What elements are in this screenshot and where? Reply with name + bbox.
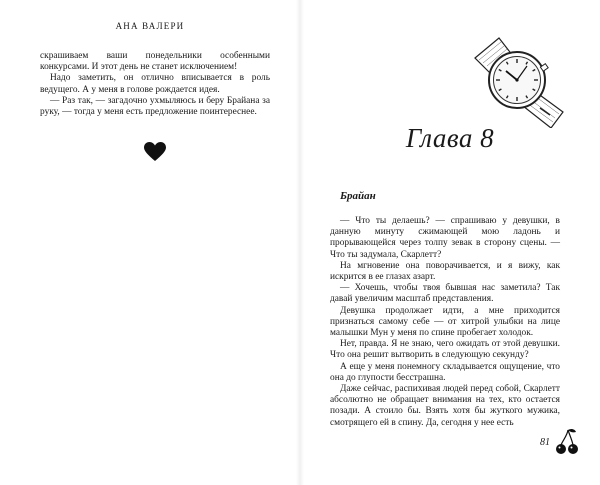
- running-head: АНА ВАЛЕРИ: [115, 21, 185, 31]
- pov-character-name: Брайан: [340, 190, 376, 202]
- heart-icon: [144, 142, 166, 162]
- paragraph: На мгновение она поворачивается, и я вижу, как искрится в ее глазах азарт.: [330, 260, 560, 283]
- wristwatch-icon: [465, 28, 575, 128]
- left-page-text: [40, 51, 270, 118]
- cherry-icon: [555, 428, 579, 456]
- paragraph: скрашиваем ваши понедельники особенными конкурсами. И этот день не станет исключением!: [40, 51, 270, 73]
- paragraph: Нет, правда. Я не знаю, чего ожидать от этой девушки. Что она решит вытворить в следующую секунду?: [330, 339, 560, 361]
- paragraph: Надо заметить, он отлично вписывается в роль ведущего. А у меня в голове рождается идея.: [40, 73, 270, 95]
- paragraph: Даже сейчас, распихивая людей перед собой, Скарлетт абсолютно не обращает внимания на тех, кто остается позади. А стоило бы. Взять хотя бы жуткого мужика, смотрящего ей в спину. Да, сегодня у нее есть: [330, 384, 560, 428]
- paragraph: Девушка продолжает идти, а мне приходится признаться самому себе — от хитрой улыбки на лице малышки Мун у меня по спине пробегает холодок.: [330, 305, 560, 339]
- paragraph: — Что ты делаешь? — спрашиваю у девушки, в данную минуту сжимающей мою ладонь и прорывающейся через толпу зевак в сторону сцены. — Что ты задумала, Скарлетт?: [330, 216, 560, 260]
- right-page-text: [330, 216, 560, 429]
- paragraph: А еще у меня понемногу складывается ощущение, что она до глупости бесстрашна.: [330, 361, 560, 383]
- page-number: 81: [540, 437, 550, 448]
- chapter-title: Глава 8: [405, 123, 495, 153]
- paragraph: — Хочешь, чтобы твоя бывшая нас заметила? Так давай увеличим масштаб представления.: [330, 283, 560, 305]
- paragraph: — Раз так, — загадочно ухмыляюсь и беру Брайана за руку, — тогда у меня есть предложение поинтереснее.: [40, 95, 270, 118]
